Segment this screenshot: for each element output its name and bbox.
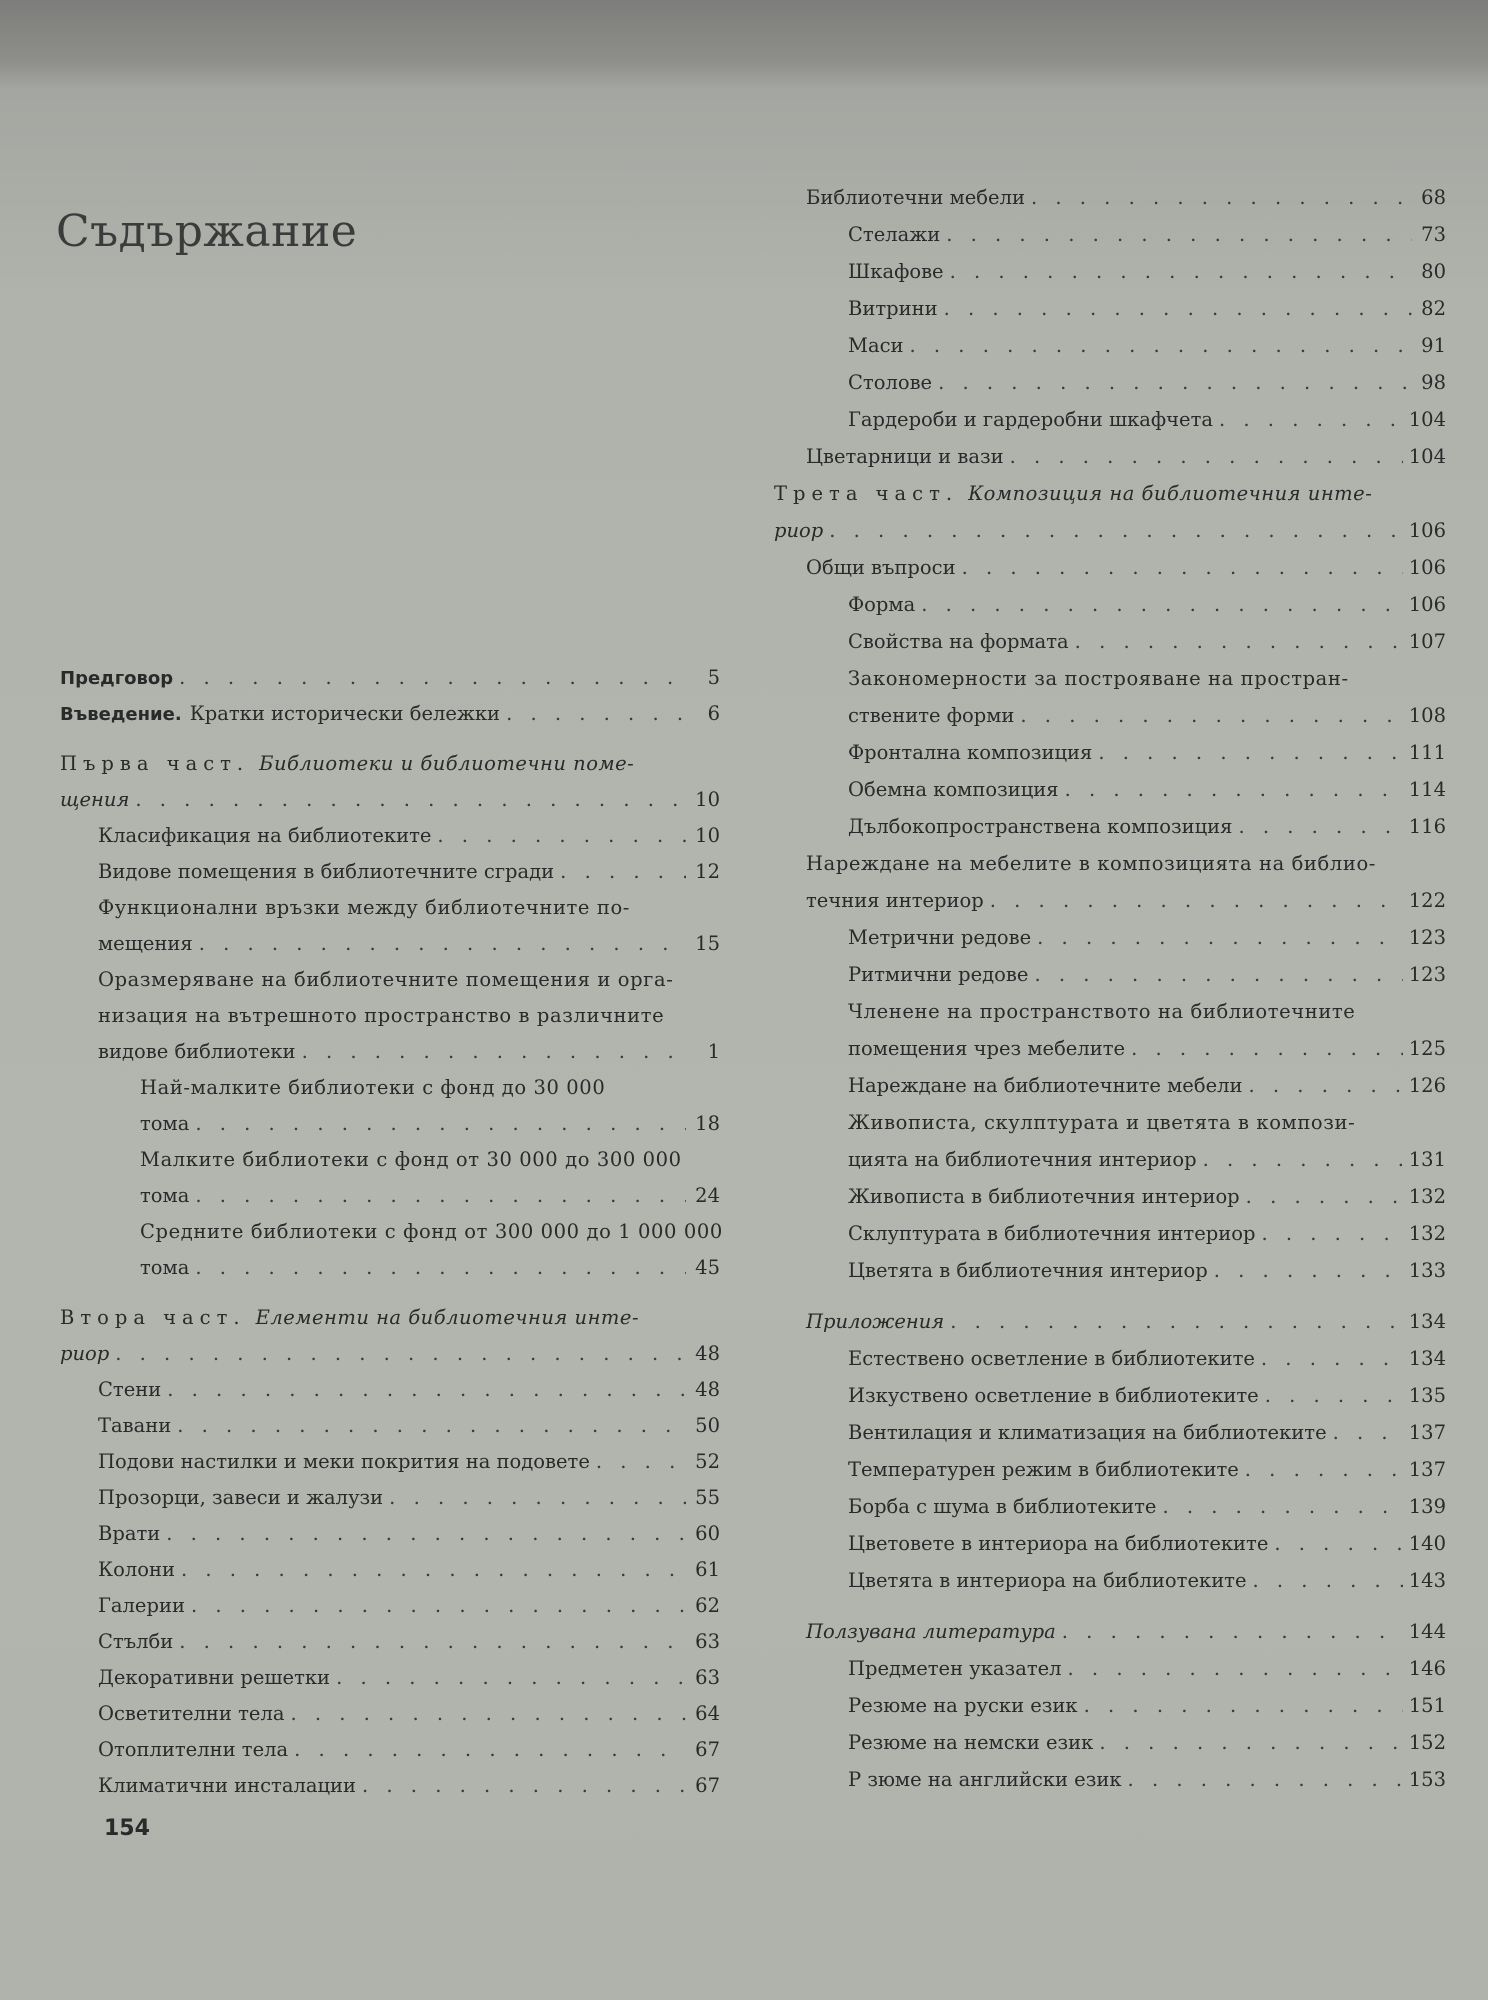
toc-entry-vitrini	[766, 299, 1446, 336]
toc-entry-text: низация на вътрешното пространство в различните	[98, 1004, 665, 1027]
toc-entry-text: Оразмеряване на библиотечните помещения и орга-	[98, 968, 674, 991]
page-title: Съдържание	[56, 206, 358, 257]
toc-entry-galerii	[60, 1596, 720, 1632]
toc-entry-predgovor	[60, 668, 720, 704]
toc-entry-svoistva	[766, 632, 1446, 669]
toc-entry-estestveno	[766, 1349, 1446, 1386]
toc-entry-ritmichni	[766, 965, 1446, 1002]
dot-leader	[1031, 188, 1412, 208]
page-ref: 5	[707, 666, 720, 689]
toc-entry-orazmeriavane	[60, 970, 720, 1078]
toc-entry-skulpturata	[766, 1224, 1446, 1261]
dot-leader	[506, 704, 686, 724]
page-ref: 6	[707, 702, 720, 725]
toc-entry-text: Отоплителни тела	[98, 1738, 289, 1761]
toc-entry-text: Членене на пространството на библиотечните	[848, 1000, 1356, 1023]
page-ref: 104	[1408, 408, 1446, 431]
dot-leader	[195, 1114, 686, 1134]
toc-entry-mebeli	[766, 188, 1446, 225]
toc-entry-stelazhi	[766, 225, 1446, 262]
page-ref: 139	[1408, 1495, 1446, 1518]
toc-entry-rezume-angliiski	[766, 1770, 1446, 1807]
toc-entry-text: Нареждане на библиотечните мебели	[848, 1074, 1243, 1097]
dot-leader	[1333, 1423, 1403, 1443]
page-ref: 132	[1408, 1185, 1446, 1208]
dot-leader	[115, 1344, 686, 1364]
toc-entry-dalboko	[766, 817, 1446, 854]
toc-entry-line	[98, 934, 720, 970]
page-ref: 135	[1408, 1384, 1446, 1407]
dot-leader	[1065, 780, 1403, 800]
toc-entry-line	[848, 1113, 1446, 1150]
dot-leader	[921, 595, 1403, 615]
dot-leader	[437, 826, 686, 846]
toc-entry-text: Обемна композиция	[848, 778, 1059, 801]
dot-leader	[1098, 743, 1402, 763]
page-ref: 1	[707, 1040, 720, 1063]
dot-leader	[938, 373, 1412, 393]
page-ref: 80	[1421, 260, 1446, 283]
toc-entry-text: Метрични редове	[848, 926, 1032, 949]
dot-leader	[1219, 410, 1403, 430]
toc-entry-podovi	[60, 1452, 720, 1488]
toc-entry-klasifikacia	[60, 826, 720, 862]
toc-entry-text: Изкуствено осветление в библиотеките	[848, 1384, 1259, 1407]
toc-entry-line	[98, 1006, 720, 1042]
toc-entry-narezhdane-mebeli	[766, 1076, 1446, 1113]
dot-leader	[179, 668, 686, 688]
toc-entry-text: видове библиотеки	[98, 1040, 296, 1063]
dot-leader	[1238, 817, 1402, 837]
toc-entry-line	[140, 1258, 720, 1294]
dot-leader	[389, 1488, 686, 1508]
page-ref: 67	[695, 1738, 720, 1761]
toc-entry-garderobi	[766, 410, 1446, 447]
dot-leader	[944, 299, 1412, 319]
toc-entry-line	[60, 1308, 720, 1344]
toc-entry-text: Температурен режим в библиотеките	[848, 1458, 1239, 1481]
dot-leader	[336, 1668, 686, 1688]
page-ref: 62	[695, 1594, 720, 1617]
page-ref: 106	[1408, 593, 1446, 616]
dot-leader	[1261, 1349, 1403, 1369]
toc-entry-line	[848, 1150, 1446, 1187]
toc-entry-text: Шкафове	[848, 260, 944, 283]
page-ref: 12	[695, 860, 720, 883]
dot-leader	[962, 558, 1403, 578]
toc-entry-vavedenie	[60, 704, 720, 740]
toc-entry-vidove-pomeshtenia	[60, 862, 720, 898]
page-ref: 126	[1408, 1074, 1446, 1097]
toc-entry-text: Стени	[98, 1378, 162, 1401]
toc-entry-izkustveno	[766, 1386, 1446, 1423]
toc-entry-line	[140, 1150, 720, 1186]
page-ref: 123	[1408, 963, 1446, 986]
page-ref: 10	[695, 824, 720, 847]
toc-entry-masi	[766, 336, 1446, 373]
toc-entry-cvetiata-interiora	[766, 1571, 1446, 1608]
toc-entry-vrati	[60, 1524, 720, 1560]
page-ref: 55	[695, 1486, 720, 1509]
dot-leader	[1062, 1622, 1403, 1642]
toc-entry-zhivopista-skulptura	[766, 1113, 1446, 1187]
page-ref: 63	[695, 1666, 720, 1689]
dot-leader	[1162, 1497, 1402, 1517]
dot-leader	[1034, 965, 1402, 985]
dot-leader	[1274, 1534, 1402, 1554]
page-ref: 106	[1408, 519, 1446, 542]
toc-entry-text: Цветята в интериора на библиотеките	[848, 1569, 1247, 1592]
page-ref: 123	[1408, 926, 1446, 949]
toc-entry-text: Врати	[98, 1522, 161, 1545]
dot-leader	[950, 262, 1412, 282]
dot-leader	[135, 790, 686, 810]
toc-entry-treta-chast	[766, 484, 1446, 558]
dot-leader	[1265, 1386, 1403, 1406]
toc-entry-line	[60, 790, 720, 826]
toc-entry-vtora-chast	[60, 1308, 720, 1380]
page-ref: 111	[1408, 741, 1446, 764]
toc-entry-line	[140, 1186, 720, 1222]
toc-entry-text: тома	[140, 1256, 190, 1279]
toc-entry-line	[806, 854, 1446, 891]
toc-entry-text: мещения	[98, 932, 193, 955]
dot-leader	[1131, 1039, 1403, 1059]
page-ref: 45	[695, 1256, 720, 1279]
toc-entry-text: Най-малките библиотеки с фонд до 30 000	[140, 1076, 606, 1099]
toc-entry-text: риор	[774, 519, 824, 542]
toc-entry-rezume-ruski	[766, 1696, 1446, 1733]
toc-entry-text: Фронтална композиция	[848, 741, 1093, 764]
toc-entry-rezume-nemski	[766, 1733, 1446, 1770]
toc-entry-text: Колони	[98, 1558, 175, 1581]
page-number: 154	[104, 1816, 150, 1841]
dot-leader	[1128, 1770, 1403, 1790]
toc-entry-line	[848, 1039, 1446, 1076]
page-ref: 98	[1421, 371, 1446, 394]
page-ref: 61	[695, 1558, 720, 1581]
toc-entry-text: Видове помещения в библиотечните сгради	[98, 860, 555, 883]
toc-entry-zakonomernosti	[766, 669, 1446, 743]
page-ref: 152	[1408, 1731, 1446, 1754]
toc-entry-tavani	[60, 1416, 720, 1452]
dot-leader	[596, 1452, 686, 1472]
toc-entry-forma	[766, 595, 1446, 632]
page-ref: 116	[1408, 815, 1446, 838]
page-ref: 144	[1408, 1620, 1446, 1643]
page-ref: 108	[1408, 704, 1446, 727]
toc-entry-koloni	[60, 1560, 720, 1596]
dot-leader	[910, 336, 1412, 356]
toc-entry-text: Борба с шума в библиотеките	[848, 1495, 1157, 1518]
toc-entry-text: Склуптурата в библиотечния интериор	[848, 1222, 1256, 1245]
page-ref: 153	[1408, 1768, 1446, 1791]
toc-entry-stolove	[766, 373, 1446, 410]
page-ref: 122	[1408, 889, 1446, 912]
toc-entry-obemna	[766, 780, 1446, 817]
dot-leader	[1020, 706, 1402, 726]
toc-entry-text: Форма	[848, 593, 916, 616]
toc-entry-line	[60, 754, 720, 790]
toc-entry-text: Столове	[848, 371, 933, 394]
toc-entry-line	[98, 898, 720, 934]
page-ref: 60	[695, 1522, 720, 1545]
page-ref: 52	[695, 1450, 720, 1473]
dot-leader	[1068, 1659, 1403, 1679]
toc-entry-borba	[766, 1497, 1446, 1534]
dot-leader	[950, 1312, 1403, 1332]
toc-entry-text: Декоративни решетки	[98, 1666, 331, 1689]
toc-entry-text: Общи въпроси	[806, 556, 956, 579]
dot-leader	[195, 1186, 686, 1206]
toc-entry-text: тома	[140, 1112, 190, 1135]
page-ref: 132	[1408, 1222, 1446, 1245]
page-ref: 137	[1408, 1458, 1446, 1481]
toc-entry-text: Класификация на библиотеките	[98, 824, 432, 847]
dot-leader	[166, 1524, 686, 1544]
toc-entry-text: течния интериор	[806, 889, 984, 912]
dot-leader	[1261, 1224, 1402, 1244]
dot-leader	[199, 934, 686, 954]
toc-entry-text: Библиотечни мебели	[806, 186, 1025, 209]
page-ref: 68	[1421, 186, 1446, 209]
toc-entry-text: риор	[60, 1342, 110, 1365]
toc-entry-text: Предговор	[60, 668, 174, 689]
dot-leader	[1084, 1696, 1403, 1716]
toc-entry-text: Живописта в библиотечния интериор	[848, 1185, 1240, 1208]
page-ref: 10	[695, 788, 720, 811]
dot-leader	[195, 1258, 686, 1278]
part-title: Елементи на библиотечния инте-	[255, 1306, 640, 1329]
toc-entry-cvetovete	[766, 1534, 1446, 1571]
dot-leader	[294, 1740, 686, 1760]
toc-entry-text: Галерии	[98, 1594, 185, 1617]
toc-entry-parva-chast	[60, 754, 720, 826]
toc-entry-line	[60, 1344, 720, 1380]
toc-entry-shkafove	[766, 262, 1446, 299]
toc-entry-text: Стълби	[98, 1630, 174, 1653]
dot-leader	[179, 1632, 686, 1652]
toc-entry-text: Нареждане на мебелите в композицията на библио-	[806, 852, 1376, 875]
toc-entry-prilozhenia	[766, 1312, 1446, 1349]
toc-entry-text: Вентилация и климатизация на библиотеките	[848, 1421, 1327, 1444]
dot-leader	[1075, 632, 1403, 652]
page-ref: 18	[695, 1112, 720, 1135]
toc-entry-stalbi	[60, 1632, 720, 1668]
toc-entry-text: Подови настилки и меки покрития на подовете	[98, 1450, 590, 1473]
page-ref: 151	[1408, 1694, 1446, 1717]
page-ref: 63	[695, 1630, 720, 1653]
toc-entry-chlenene	[766, 1002, 1446, 1076]
part-prefix: Втора част.	[60, 1306, 246, 1329]
dot-leader	[1010, 447, 1403, 467]
page-ref: 140	[1408, 1532, 1446, 1555]
part-prefix: Първа част.	[60, 752, 250, 775]
dot-leader	[946, 225, 1412, 245]
toc-entry-cvetarnici	[766, 447, 1446, 484]
toc-entry-line	[98, 970, 720, 1006]
page-ref: 67	[695, 1774, 720, 1797]
toc-entry-text: Тавани	[98, 1414, 172, 1437]
toc-entry-text: щения	[60, 788, 130, 811]
toc-entry-line	[848, 1002, 1446, 1039]
toc-column-left	[60, 666, 723, 1812]
toc-entry-prozorci	[60, 1488, 720, 1524]
page-ref: 107	[1408, 630, 1446, 653]
dot-leader	[177, 1416, 686, 1436]
page-ref: 15	[695, 932, 720, 955]
toc-entry-text: Прозорци, завеси и жалузи	[98, 1486, 384, 1509]
toc-entry-line	[140, 1220, 723, 1258]
toc-entry-text: Средните библиотеки с фонд от 300 000 до 1 000 000	[140, 1220, 723, 1243]
toc-entry-lead: Въведение.	[60, 704, 182, 725]
toc-entry-text: тома	[140, 1184, 190, 1207]
toc-entry-osvetitelni	[60, 1704, 720, 1740]
toc-entry-text: Закономерности за построяване на простран-	[848, 667, 1349, 690]
page-ref: 73	[1421, 223, 1446, 246]
toc-entry-text: Малките библиотеки с фонд от 30 000 до 300 000	[140, 1148, 682, 1171]
toc-entry-text: Ползувана литература	[806, 1620, 1056, 1643]
toc-entry-nai-malkite	[60, 1078, 720, 1150]
toc-entry-text: Резюме на руски език	[848, 1694, 1078, 1717]
toc-column-right	[766, 188, 1446, 1807]
dot-leader	[167, 1380, 686, 1400]
dot-leader	[181, 1560, 686, 1580]
part-title: Композиция на библиотечния инте-	[968, 482, 1373, 505]
toc-entry-srednite	[60, 1220, 723, 1294]
dot-leader	[302, 1042, 686, 1062]
toc-entry-dekorativni	[60, 1668, 720, 1704]
toc-entry-zhivopista	[766, 1187, 1446, 1224]
toc-entry-line	[140, 1114, 720, 1150]
page-ref: 131	[1408, 1148, 1446, 1171]
toc-entry-text: Кратки исторически бележки	[189, 702, 501, 725]
page-ref: 146	[1408, 1657, 1446, 1680]
toc-entry-text: Свойства на формата	[848, 630, 1069, 653]
toc-entry-obshti	[766, 558, 1446, 595]
dot-leader	[191, 1596, 686, 1616]
dot-leader	[362, 1776, 686, 1796]
toc-entry-text: Живописта, скулптурата и цветята в компози-	[848, 1111, 1356, 1134]
toc-entry-predmeten	[766, 1659, 1446, 1696]
toc-entry-line	[98, 1042, 720, 1078]
toc-entry-cvetiata	[766, 1261, 1446, 1298]
page-ref: 50	[695, 1414, 720, 1437]
dot-leader	[1245, 1460, 1403, 1480]
page-ref: 64	[695, 1702, 720, 1725]
toc-entry-text: Предметен указател	[848, 1657, 1062, 1680]
dot-leader	[1037, 928, 1403, 948]
toc-entry-narezhdane-kompoz	[766, 854, 1446, 928]
toc-entry-text: Цветовете в интериора на библиотеките	[848, 1532, 1269, 1555]
toc-entry-text: Маси	[848, 334, 904, 357]
toc-entry-text: Стелажи	[848, 223, 941, 246]
toc-entry-metrichni	[766, 928, 1446, 965]
dot-leader	[1203, 1150, 1403, 1170]
toc-entry-ventilacia	[766, 1423, 1446, 1460]
toc-entry-temperaturen	[766, 1460, 1446, 1497]
toc-entry-text: Дълбокопространствена композиция	[848, 815, 1233, 838]
toc-entry-text: Цветарници и вази	[806, 445, 1004, 468]
toc-entry-text: цията на библиотечния интериор	[848, 1148, 1197, 1171]
toc-entry-text: Функционални връзки между библиотечните по-	[98, 896, 630, 919]
toc-entry-text: помещения чрез мебелите	[848, 1037, 1126, 1060]
page-ref: 82	[1421, 297, 1446, 320]
toc-entry-line	[848, 706, 1446, 743]
toc-entry-funkcionalni	[60, 898, 720, 970]
dot-leader	[829, 521, 1403, 541]
toc-entry-text: Витрини	[848, 297, 938, 320]
dot-leader	[1253, 1571, 1403, 1591]
toc-entry-text: Ритмични редове	[848, 963, 1029, 986]
part-prefix: Трета част.	[774, 482, 959, 505]
page-ref: 104	[1408, 445, 1446, 468]
page-ref: 48	[695, 1378, 720, 1401]
toc-entry-malkite	[60, 1150, 720, 1222]
toc-entry-line	[806, 891, 1446, 928]
page-ref: 125	[1408, 1037, 1446, 1060]
toc-entry-text: Резюме на немски език	[848, 1731, 1094, 1754]
dot-leader	[560, 862, 686, 882]
toc-entry-line	[774, 484, 1446, 521]
toc-entry-text: Естествено осветление в библиотеките	[848, 1347, 1255, 1370]
toc-entry-line	[140, 1078, 720, 1114]
page-ref: 114	[1408, 778, 1446, 801]
toc-entry-text: Гардероби и гардеробни шкафчета	[848, 408, 1213, 431]
toc-entry-line	[848, 669, 1446, 706]
toc-entry-text: Р зюме на английски език	[848, 1768, 1122, 1791]
toc-entry-klimatichni	[60, 1776, 720, 1812]
toc-entry-line	[774, 521, 1446, 558]
dot-leader	[1214, 1261, 1403, 1281]
toc-entry-text: Климатични инсталации	[98, 1774, 357, 1797]
toc-entry-otoplitelni	[60, 1740, 720, 1776]
toc-entry-literatura	[766, 1622, 1446, 1659]
dot-leader	[1249, 1076, 1403, 1096]
page-ref: 48	[695, 1342, 720, 1365]
toc-entry-text: ствените форми	[848, 704, 1015, 727]
page-ref: 91	[1421, 334, 1446, 357]
page-ref: 134	[1408, 1347, 1446, 1370]
toc-entry-text: Приложения	[806, 1310, 945, 1333]
page-ref: 133	[1408, 1259, 1446, 1282]
part-title: Библиотеки и библиотечни поме-	[259, 752, 635, 775]
toc-entry-steni	[60, 1380, 720, 1416]
page-ref: 143	[1408, 1569, 1446, 1592]
dot-leader	[1246, 1187, 1403, 1207]
dot-leader	[990, 891, 1403, 911]
toc-entry-frontalna	[766, 743, 1446, 780]
dot-leader	[290, 1704, 686, 1724]
dot-leader	[1099, 1733, 1402, 1753]
page-ref: 106	[1408, 556, 1446, 579]
page-ref: 137	[1408, 1421, 1446, 1444]
page-ref: 134	[1408, 1310, 1446, 1333]
page-ref: 24	[695, 1184, 720, 1207]
toc-entry-text: Осветителни тела	[98, 1702, 285, 1725]
toc-entry-text: Цветята в библиотечния интериор	[848, 1259, 1208, 1282]
